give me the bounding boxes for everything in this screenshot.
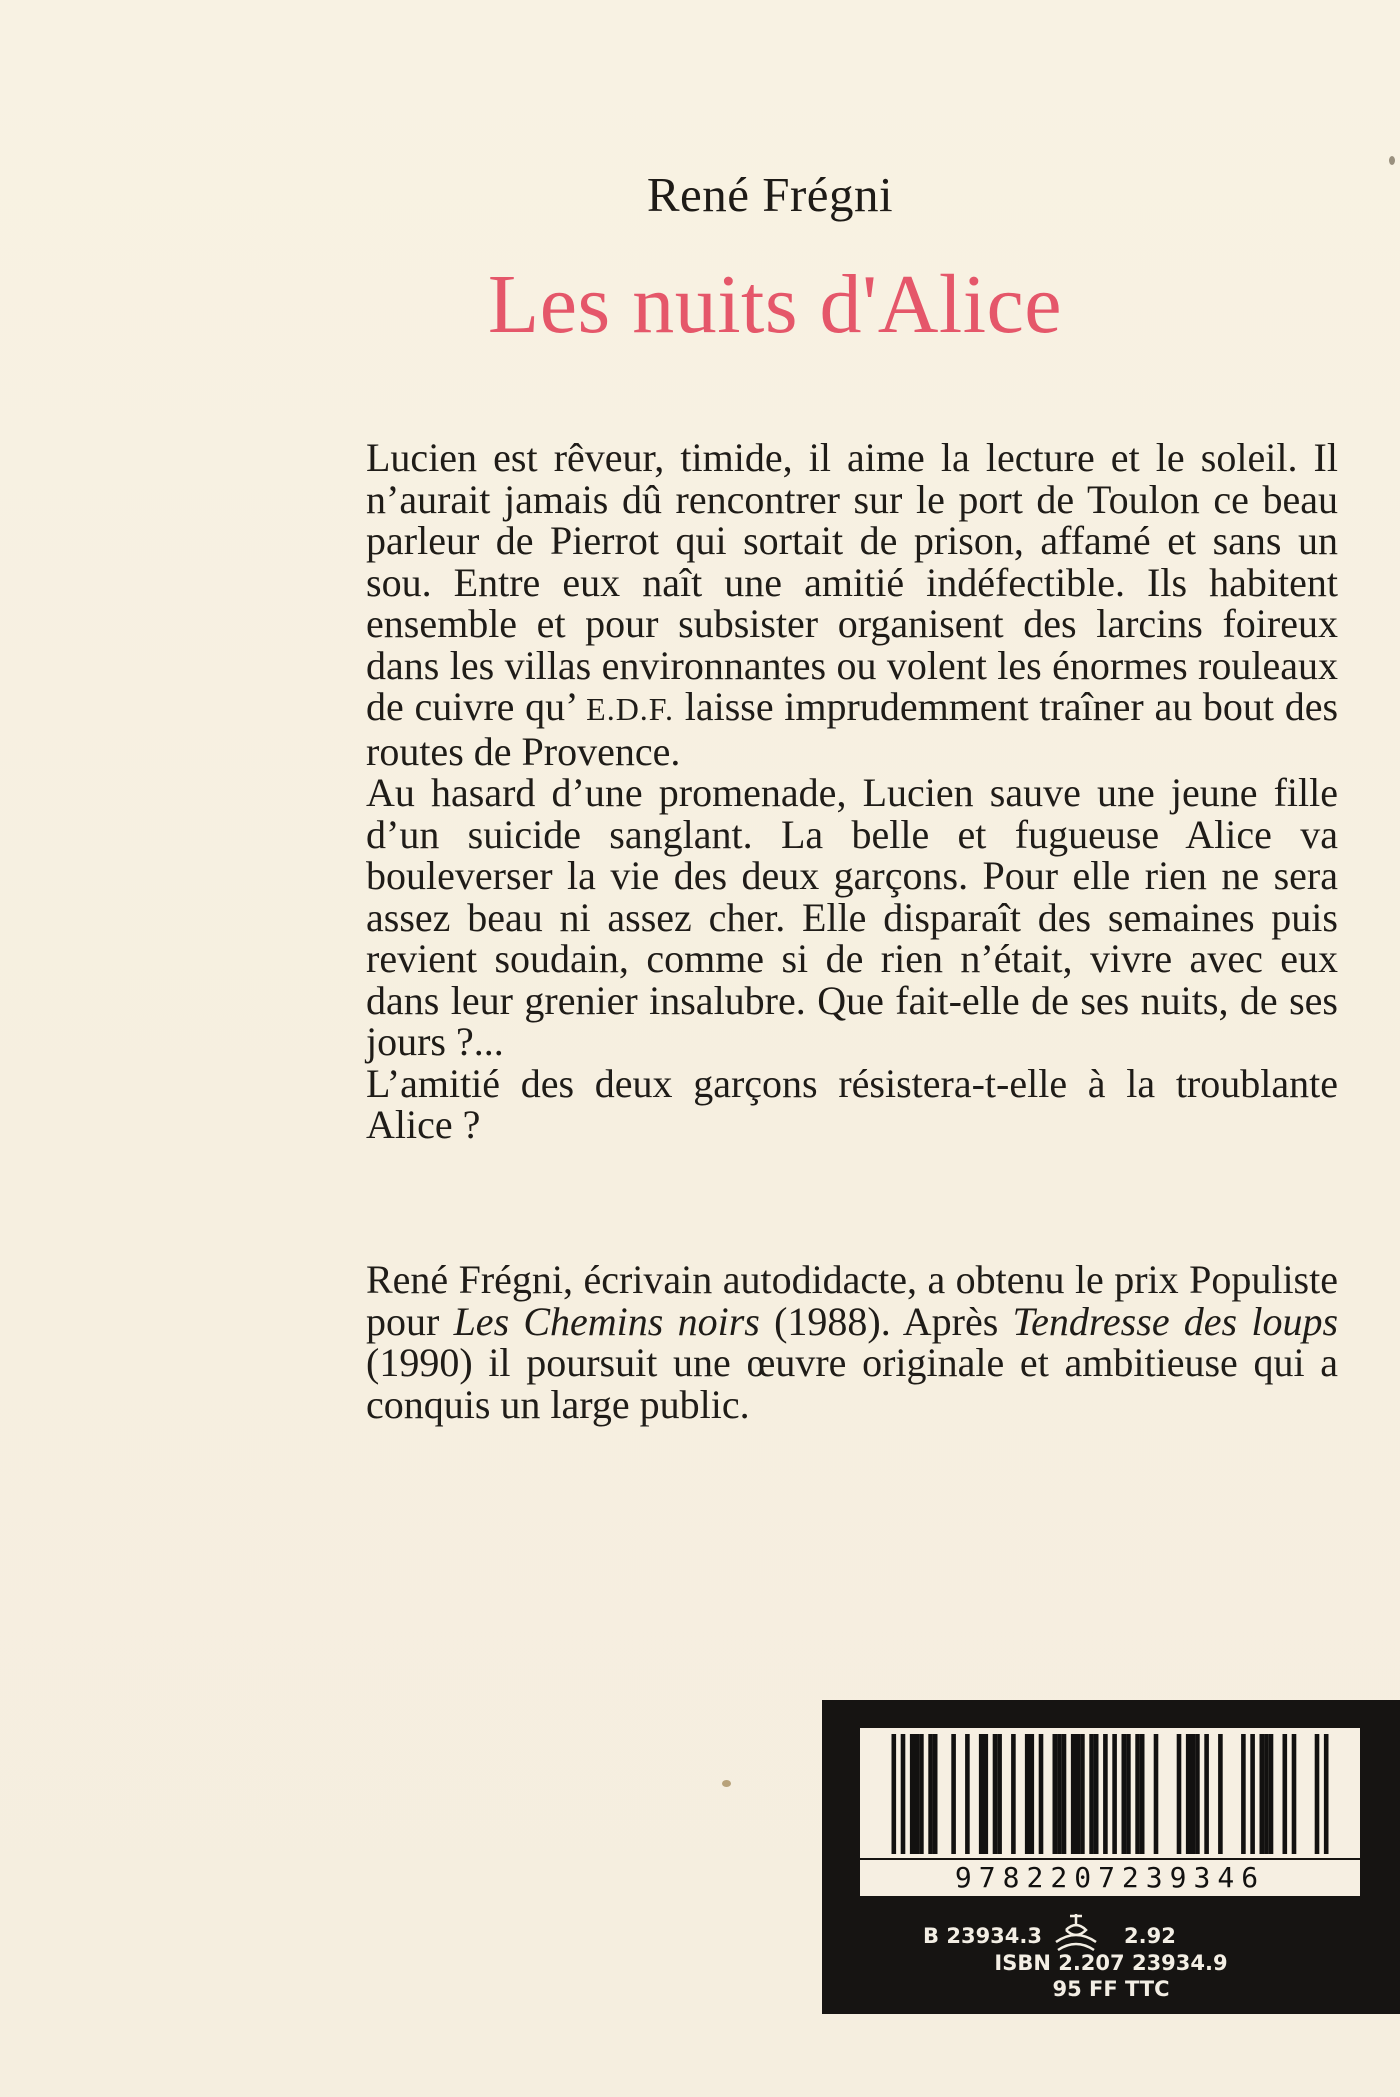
barcode-bar bbox=[1292, 1734, 1297, 1854]
barcode-bar bbox=[1053, 1734, 1058, 1854]
barcode-bar bbox=[901, 1734, 906, 1854]
blurb-paragraph-2: Au hasard d’une promenade, Lucien sauve une jeune fille d’un suicide sanglant. La belle et fugueuse Alice va bouleverser la vie des deux garçons. Pour elle rien ne sera assez beau ni assez cher. Elle disparaît des semaines puis revient soudain, comme si de rien n’était, vivre avec eux dans leur grenier insalubre. Que fait-elle de ses nuits, de ses jours ?... bbox=[366, 770, 1338, 1064]
barcode-bar bbox=[1250, 1734, 1255, 1854]
barcode-bar bbox=[997, 1734, 1002, 1854]
barcode-bar bbox=[1030, 1734, 1035, 1854]
edf-abbreviation: E.D.F. bbox=[586, 691, 675, 727]
barcode-bar bbox=[1186, 1734, 1191, 1854]
barcode-bar bbox=[965, 1734, 970, 1854]
bio-text-a: René Frégni, écrivain autodidacte, a obtenu le prix Populiste pour bbox=[366, 1257, 1338, 1344]
barcode-panel bbox=[822, 1700, 1400, 2014]
barcode-bar bbox=[1204, 1734, 1209, 1854]
barcode-bar bbox=[1324, 1734, 1329, 1854]
code-left: B 23934.3 bbox=[923, 1924, 1042, 1948]
author-bio bbox=[366, 1259, 1338, 1425]
barcode-bar bbox=[1112, 1734, 1117, 1854]
barcode-bar bbox=[1177, 1734, 1182, 1854]
barcode-bar bbox=[951, 1734, 956, 1854]
barcode-icon bbox=[860, 1728, 1360, 1858]
barcode-bar bbox=[1315, 1734, 1320, 1854]
barcode-bar bbox=[1089, 1734, 1094, 1854]
barcode-bar bbox=[1025, 1734, 1030, 1854]
book-title: Les nuits d'Alice bbox=[487, 258, 1063, 351]
blurb bbox=[366, 437, 1338, 1146]
barcode-bar bbox=[1011, 1734, 1016, 1854]
book-title-tendresse-des-loups: Tendresse des loups bbox=[1012, 1298, 1339, 1344]
barcode-bar bbox=[1062, 1734, 1067, 1854]
barcode-bar bbox=[1071, 1734, 1076, 1854]
barcode-bar bbox=[1218, 1734, 1223, 1854]
barcode-bar bbox=[1241, 1734, 1246, 1854]
price: 95 FF TTC bbox=[1052, 1977, 1170, 2001]
barcode-bar bbox=[1264, 1734, 1269, 1854]
book-title-chemins-noirs: Les Chemins noirs bbox=[453, 1298, 760, 1344]
barcode-bar bbox=[1057, 1734, 1062, 1854]
barcode-digits: 9782207239346 bbox=[860, 1860, 1360, 1896]
barcode-bar bbox=[1103, 1734, 1108, 1854]
barcode-bar bbox=[1140, 1734, 1145, 1854]
barcode-bar bbox=[979, 1734, 984, 1854]
code-right: 2.92 bbox=[1124, 1924, 1176, 1948]
barcode-bar bbox=[1260, 1734, 1265, 1854]
barcode-bar bbox=[892, 1734, 897, 1854]
barcode-bar bbox=[933, 1734, 938, 1854]
bio-text-c: (1990) il poursuit une œuvre originale et ambitieuse qui a conquis un large public. bbox=[366, 1340, 1338, 1427]
blurb-paragraph-1-text: Lucien est rêveur, timide, il aime la lecture et le soleil. Il n’aurait jamais dû rencontrer sur le port de Toulon ce beau parleur de Pierrot qui sortait de prison, affamé et sans un sou. Entre eux naît une amitié indéfectible. Ils habitent ensemble et pour subsister organisent des larcins foireux dans les villas environnantes ou volent les énormes rouleaux de cuivre qu’ bbox=[366, 435, 1338, 729]
barcode-bar bbox=[928, 1734, 933, 1854]
barcode-bar bbox=[984, 1734, 989, 1854]
barcode-bar bbox=[1039, 1734, 1044, 1854]
barcode-bar bbox=[993, 1734, 998, 1854]
isbn: ISBN 2.207 23934.9 bbox=[994, 1951, 1228, 1975]
barcode-bar bbox=[1122, 1734, 1127, 1854]
barcode-bar bbox=[910, 1734, 915, 1854]
paper-speck bbox=[1389, 156, 1395, 165]
blurb-paragraph-1 bbox=[366, 437, 1338, 772]
barcode-bar bbox=[1094, 1734, 1099, 1854]
author-bio-paragraph bbox=[366, 1259, 1338, 1425]
barcode-bar bbox=[1126, 1734, 1131, 1854]
blurb-paragraph-1-end: laisse imprudemment traîner au bout des routes de Provence. bbox=[366, 684, 1339, 774]
barcode-bar bbox=[1195, 1734, 1200, 1854]
barcode-bar bbox=[1154, 1734, 1159, 1854]
barcode-bar bbox=[1076, 1734, 1081, 1854]
publisher-logo-icon bbox=[1050, 1910, 1102, 1956]
blurb-paragraph-3: L’amitié des deux garçons résistera-t-elle à la troublante Alice ? bbox=[366, 1060, 1338, 1147]
barcode-bar bbox=[1080, 1734, 1085, 1854]
barcode-bar bbox=[1283, 1734, 1288, 1854]
barcode-bar bbox=[1191, 1734, 1196, 1854]
bio-text-b: (1988). Après bbox=[774, 1298, 999, 1344]
barcode-bar bbox=[1269, 1734, 1274, 1854]
paper-speck bbox=[722, 1780, 731, 1787]
barcode-bar bbox=[1135, 1734, 1140, 1854]
author-name: René Frégni bbox=[646, 167, 894, 222]
barcode-bar bbox=[919, 1734, 924, 1854]
barcode-bar bbox=[915, 1734, 920, 1854]
